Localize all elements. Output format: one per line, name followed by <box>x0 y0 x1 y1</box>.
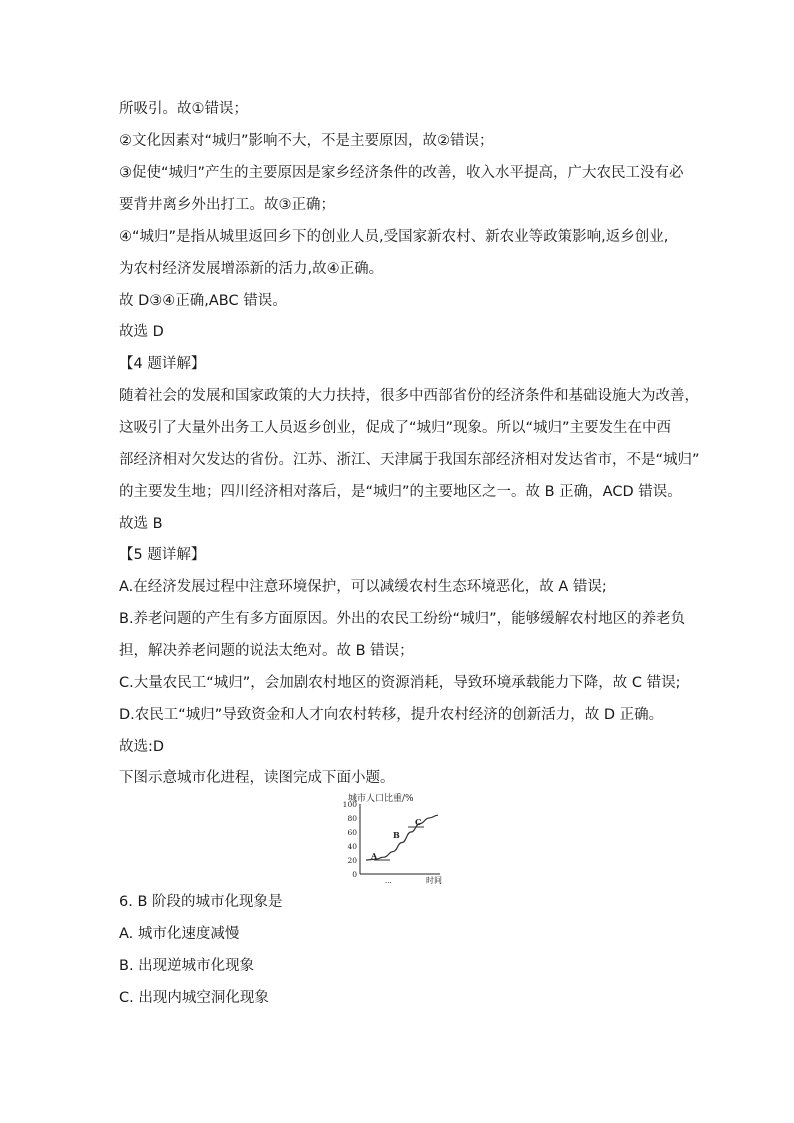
section-heading: 【4 题详解】 <box>119 356 206 372</box>
y-tick-label: 40 <box>347 842 357 851</box>
figure-ylabel: 城市人口比重/% <box>348 794 414 804</box>
text-line: ③促使“城归”产生的主要原因是家乡经济条件的改善，收入水平提高，广大农民工没有必 <box>119 165 684 181</box>
text-line: 这吸引了大量外出务工人员返乡创业，促成了“城归”现象。所以“城归”主要发生在中西 <box>119 420 672 436</box>
stage-a-label: A <box>371 851 378 861</box>
answer-option-a: A. 城市化速度减慢 <box>119 926 240 942</box>
text-line: 的主要发生地；四川经济相对落后，是“城归”的主要地区之一。故 B 正确，ACD 错误。 <box>119 484 682 500</box>
text-line: A.在经济发展过程中注意环境保护，可以减缓农村生态环境恶化，故 A 错误; <box>119 579 607 595</box>
x-origin-label: ... <box>385 877 392 884</box>
y-tick-label: 60 <box>347 828 357 837</box>
answer-option-c: C. 出现内城空洞化现象 <box>119 990 269 1006</box>
stage-b-label: B <box>393 830 400 840</box>
text-line: 下图示意城市化进程，读图完成下面小题。 <box>119 770 395 786</box>
urbanization-figure <box>340 790 450 884</box>
text-line: D.农民工“城归”导致资金和人才向农村转移，提升农村经济的创新活力，故 D 正确。 <box>119 707 664 723</box>
question-stem: 6. B 阶段的城市化现象是 <box>119 894 283 910</box>
text-line: 所吸引。故①错误； <box>119 101 248 117</box>
stage-c-label: C <box>415 817 422 827</box>
text-line: 故 D③④正确,ABC 错误。 <box>119 293 287 309</box>
figure-xlabel: 时间 <box>426 876 442 884</box>
section-heading: 【5 题详解】 <box>119 547 206 563</box>
y-tick-label: 0 <box>352 870 357 879</box>
text-line: 要背井离乡外出打工。故③正确； <box>119 197 335 213</box>
text-line: ②文化因素对“城归”影响不大，不是主要原因，故②错误； <box>119 133 494 149</box>
answer-option-b: B. 出现逆城市化现象 <box>119 958 255 974</box>
text-line: ④“城归”是指从城里返回乡下的创业人员,受国家新农村、新农业等政策影响,返乡创业, <box>119 229 669 245</box>
text-line: 担，解决养老问题的说法太绝对。故 B 错误； <box>119 643 414 659</box>
text-line: C.大量农民工“城归”，会加剧农村地区的资源消耗，导致环境承载能力下降，故 C 错误; <box>119 675 681 691</box>
y-ticks <box>343 800 358 879</box>
text-line: 故选:D <box>119 739 165 755</box>
y-tick-label: 20 <box>347 856 357 865</box>
text-line: 部经济相对欠发达的省份。江苏、浙江、天津属于我国东部经济相对发达省市，不是“城归” <box>119 452 700 468</box>
text-line: B.养老问题的产生有多方面原因。外出的农民工纷纷“城归”，能够缓解农村地区的养老负 <box>119 611 686 627</box>
y-tick-label: 100 <box>342 800 357 809</box>
text-line: 为农村经济发展增添新的活力,故④正确。 <box>119 261 384 277</box>
text-line: 故选 B <box>119 516 163 532</box>
y-tick-label: 80 <box>347 814 357 823</box>
text-line: 故选 D <box>119 324 164 340</box>
text-line: 随着社会的发展和国家政策的大力扶持，很多中西部省份的经济条件和基础设施大为改善， <box>119 388 699 404</box>
